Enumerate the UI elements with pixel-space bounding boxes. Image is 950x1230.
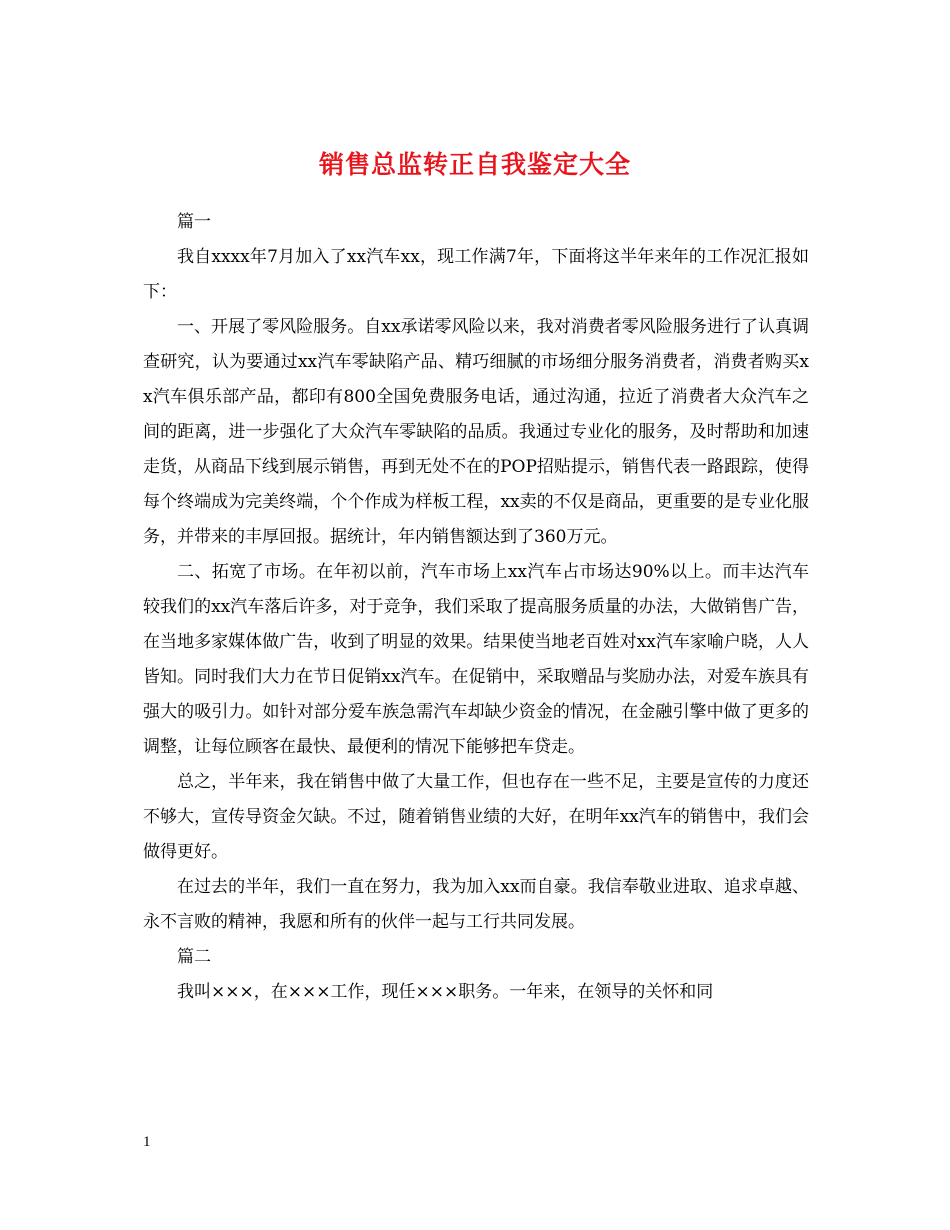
paragraph-market-expansion: 二、拓宽了市场。在年初以前，汽车市场上xx汽车占市场达90%以上。而丰达汽车较我们的xx汽车落后许多，对于竞争，我们采取了提高服务质量的办法，大做销售广告，在当地多家媒体做广告，收到了明显的效果。结果使当地老百姓对xx汽车家喻户晓，人人皆知。同时我们大力在节日促销xx汽车。在促销中，采取赠品与奖励办法，对爱车族具有强大的吸引力。如针对部分爱车族急需汽车却缺少资金的情况，在金融引擎中做了更多的调整，让每位顾客在最快、最便利的情况下能够把车贷走。 bbox=[143, 562, 809, 757]
document-title: 销售总监转正自我鉴定大全 bbox=[318, 149, 631, 179]
paragraph-closing: 在过去的半年，我们一直在努力，我为加入xx而自豪。我信奉敬业进取、追求卓越、永不言败的精神，我愿和所有的伙伴一起与工行共同发展。 bbox=[143, 877, 809, 932]
document-body bbox=[143, 205, 809, 1010]
section-heading-1: 篇一 bbox=[177, 212, 211, 232]
section-heading-2: 篇二 bbox=[177, 947, 211, 967]
page-number: 1 bbox=[143, 1134, 151, 1150]
paragraph-zero-risk-service: 一、开展了零风险服务。自xx承诺零风险以来，我对消费者零风险服务进行了认真调查研究，认为要通过xx汽车零缺陷产品、精巧细腻的市场细分服务消费者，消费者购买xx汽车俱乐部产品，都印有800全国免费服务电话，通过沟通，拉近了消费者大众汽车之间的距离，进一步强化了大众汽车零缺陷的品质。我通过专业化的服务，及时帮助和加速走货，从商品下线到展示销售，再到无处不在的POP招贴提示，销售代表一路跟踪，使得每个终端成为完美终端，个个作成为样板工程，xx卖的不仅是商品，更重要的是专业化服务，并带来的丰厚回报。据统计，年内销售额达到了360万元。 bbox=[143, 317, 809, 547]
paragraph-summary: 总之，半年来，我在销售中做了大量工作，但也存在一些不足，主要是宣传的力度还不够大，宣传导资金欠缺。不过，随着销售业绩的大好，在明年xx汽车的销售中，我们会做得更好。 bbox=[143, 772, 809, 862]
intro-paragraph: 我自xxxx年7月加入了xx汽车xx，现工作满7年，下面将这半年来年的工作况汇报如下： bbox=[143, 247, 809, 302]
paragraph-part-two-intro: 我叫×××，在×××工作，现任×××职务。一年来，在领导的关怀和同 bbox=[177, 982, 714, 1002]
